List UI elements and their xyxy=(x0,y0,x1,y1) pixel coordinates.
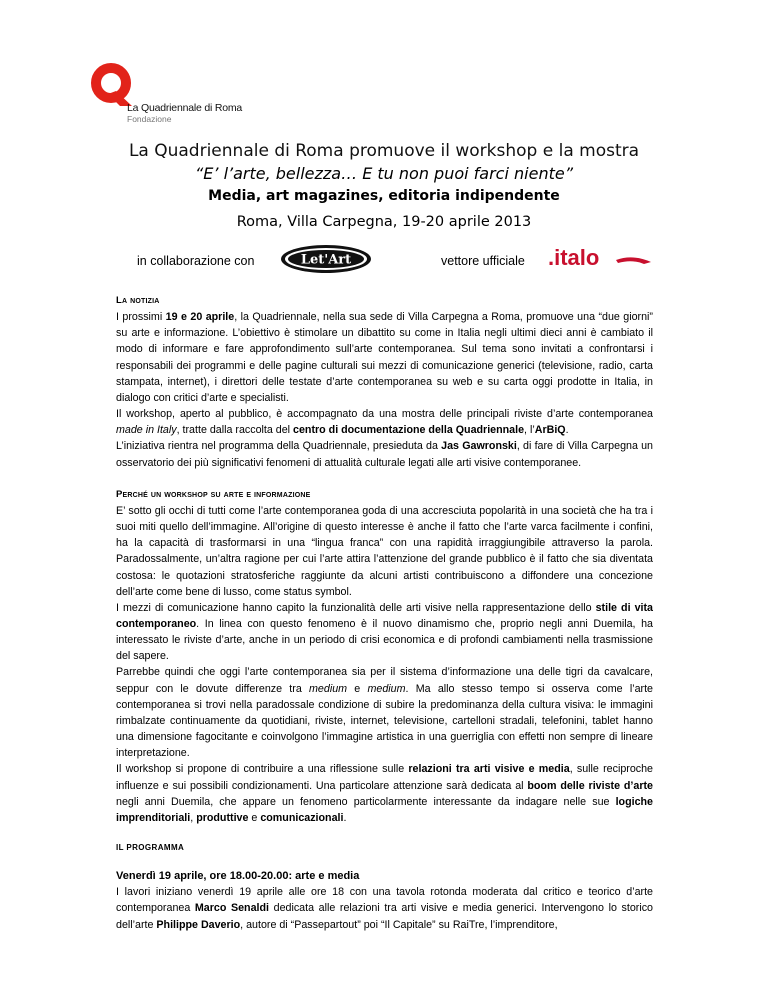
paragraph: E’ sotto gli occhi di tutti come l’arte contemporanea goda di una accresciuta popolarità in una società che ha tra i suoi miti quello dell’immagine. All’origine di questo interesse è anche il fatto che l’arte varca facilmente i confini, ha la capacità di trasformarsi in una “lingua franca” con una rapidità irraggiungibile attraverso la parola. Paradossalmente, un’altra ragione per cui l’arte attira l’attenzione del grande pubblico è il fatto che sia diventata costosa: le quotazioni stratosferiche raggiunte da alcuni artisti contribuiscono a diffondere una concezione dell’arte come bene di lusso, come status symbol. xyxy=(116,504,653,598)
section-heading-programma: IL PROGRAMMA xyxy=(116,843,185,852)
paragraph: Il workshop, aperto al pubblico, è accompagnato da una mostra delle principali riviste d’arte contemporanea made in Italy, tratte dalla raccolta del centro di documentazione della Quadriennale, l’ArBiQ. xyxy=(116,408,653,437)
svg-text:.italo: .italo xyxy=(548,245,600,270)
logo-subtitle: Fondazione xyxy=(127,114,172,124)
paragraph: L’iniziativa rientra nel programma della Quadriennale, presieduta da Jas Gawronski, di fare di Villa Carpegna un osservatorio dei più significativi fenomeni di attualità culturale legati alle arti visive contemporanee. xyxy=(116,440,654,469)
section-heading-notizia: La notizia xyxy=(116,295,160,306)
section-heading-perche: Perché un workshop su arte e informazione xyxy=(116,488,311,500)
quadriennale-q-icon xyxy=(90,63,134,107)
paragraph: Il workshop si propone di contribuire a una riflessione sulle relazioni tra arti visive e media, sulle reciproche influenze e sui possibili condizionamenti. Una particolare attenzione sarà dedicata al boom delle riviste d’arte negli anni Duemila, che appare un fenomeno particolarmente interessante da indagare nelle sue logiche imprenditoriali, produttive e comunicazionali. xyxy=(116,763,654,824)
title-line-1: La Quadriennale di Roma promuove il workshop e la mostra xyxy=(128,141,640,161)
event-heading-venerdi: Venerdì 19 aprile, ore 18.00-20.00: arte e media xyxy=(116,870,360,883)
title-line-2: “E’ l’arte, bellezza… E tu non puoi farci niente” xyxy=(195,164,573,183)
logo-name: La Quadriennale di Roma xyxy=(127,102,243,114)
collab-label: in collaborazione con xyxy=(137,254,255,268)
vettore-label: vettore ufficiale xyxy=(441,254,525,268)
paragraph: I lavori iniziano venerdì 19 aprile alle ore 18 con una tavola rotonda moderata dal critico e teorico d’arte contemporanea Marco Senaldi dedicata alle relazioni tra arti visive e media generici. Intervengono lo storico dell’arte Philippe Daverio, autore di “Passepartout” poi “Il Capitale” su RaiTre, l’imprenditore, xyxy=(116,886,653,931)
svg-text:Let'Art: Let'Art xyxy=(300,252,352,268)
italo-logo xyxy=(548,244,652,272)
letart-logo xyxy=(280,244,372,274)
paragraph: Parrebbe quindi che oggi l’arte contemporanea sia per il sistema d’informazione una delle tigri da cavalcare, seppur con le dovute differenze tra medium e medium. Ma allo stesso tempo si osserva come l’arte contemporanea si trovi nella paradossale condizione di subire la predominanza della cultura visiva: le immagini rimbalzate continuamente da quotidiani, riviste, internet, televisione, cartelloni stradali, telefonini, tablet hanno una dimensione fagocitante e coinvolgono l’immagine artistica in una guerriglia con effetti non sempre di lineare interpretazione. xyxy=(116,666,653,760)
title-line-3: Media, art magazines, editoria indipendente xyxy=(208,188,560,204)
paragraph: I prossimi 19 e 20 aprile, la Quadriennale, nella sua sede di Villa Carpegna a Roma, promuove una “due giorni” su arte e informazione. L’obiettivo è stimolare un dibattito su come in Italia negli ultimi dieci anni è cambiato il modo di informare e fare approfondimento sull’arte contemporanea. Sul tema sono invitati a confrontarsi i responsabili dei programmi e delle pagine culturali sui mezzi di comunicazione generici (televisione, radio, carta stampata, internet), i direttori delle testate d’arte contemporanea su web e su carta oggi prodotte in Italia, in dialogo con critici d’arte e specialisti. xyxy=(116,311,653,404)
document-body xyxy=(116,293,653,933)
title-line-4: Roma, Villa Carpegna, 19-20 aprile 2013 xyxy=(236,214,532,230)
quadriennale-logo xyxy=(90,63,260,125)
paragraph: I mezzi di comunicazione hanno capito la funzionalità delle arti visive nella rappresentazione dello stile di vita contemporaneo. In linea con questo fenomeno è il nuovo dinamismo che, proprio negli anni Duemila, ha interessato le riviste d’arte, anche in un periodo di crisi economica e di profondi cambiamenti nella trasmissione del sapere. xyxy=(116,601,653,663)
